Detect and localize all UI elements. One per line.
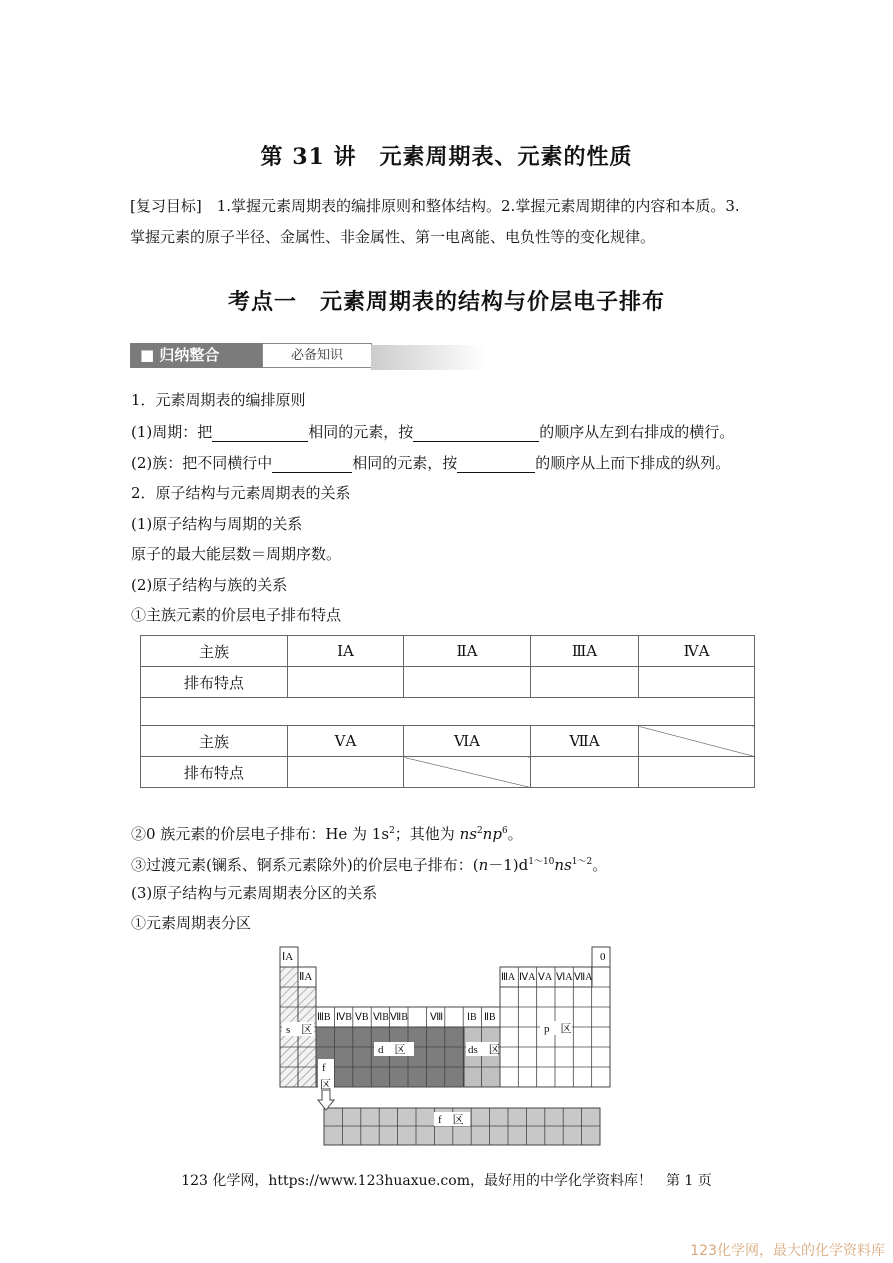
pt-p-4: ⅦA [574,972,593,983]
pt-f-top: f [322,1062,326,1074]
pt-s-label: s 区 [286,1024,313,1036]
transition-note: ③过渡元素(镧系、锕系元素除外)的价层电子排布：$(n-1)d^{1\sim 10}ns^{1\sim 2}$。 [131,856,608,874]
answer-cell [639,757,755,788]
page-title: 第 31 讲 元素周期表、元素的性质 [260,144,633,170]
pt-f-row-label: f 区 [438,1114,464,1126]
pt-p-2: ⅤA [538,972,553,983]
pt-p-0: ⅢA [501,972,516,983]
s3-heading: (3)原子结构与元素周期表分区的关系 [131,884,378,902]
banner-left: ■ 归纳整合 [130,343,262,368]
pt-mid-5: Ⅷ [430,1012,444,1023]
trans-a: ③过渡元素(镧系、锕系元素除外)的价层电子排布：( [131,856,479,874]
trans-sup2: 1～2 [571,857,593,867]
blank-3 [272,456,352,473]
blank-4 [457,456,535,473]
s1-heading: 1．元素周期表的编排原则 [131,391,306,409]
pt-p-3: ⅥA [556,972,573,983]
pt-mid-1: ⅣB [336,1012,352,1023]
pt-p-1: ⅣA [519,972,536,983]
group-cell: ⅣA [639,636,755,667]
watermark: 123化学网，最大的化学资料库 [690,1243,885,1259]
banner-right: 必备知识 [262,343,372,368]
answer-cell [288,757,404,788]
periodic-table-diagram [270,940,620,1150]
group-b: 相同的元素，按 [352,454,458,472]
answer-cell [288,667,404,698]
pt-d-label: d 区 [378,1044,406,1056]
pt-ds-label: ds 区 [468,1044,500,1056]
answer-cell [639,667,755,698]
banner-fade [371,345,485,370]
pt-mid-4: ⅦB [390,1012,408,1023]
blank-1 [212,425,308,442]
spacer-row [141,698,755,726]
page-footer: 123 化学网，https://www.123huaxue.com，最好用的中学化学资料库！ 第 1 页 [181,1173,712,1189]
group-cell: ⅦA [531,726,639,757]
row-feat: 排布特点 [141,667,288,698]
diagonal-cell [404,757,531,788]
group-cell: ⅢA [531,636,639,667]
pt-iia: ⅡA [299,971,313,983]
answer-cell [404,667,531,698]
review-goals-line2: 掌握元素的原子半径、金属性、非金属性、第一电离能、电负性等的变化规律。 [130,228,656,246]
period-c: 的顺序从左到右排成的横行。 [539,423,735,441]
s2-sub1: (1)原子结构与周期的关系 [131,515,303,533]
row-head: 主族 [141,726,288,757]
row-feat: 排布特点 [141,757,288,788]
s2-heading: 2．原子结构与元素周期表的关系 [131,484,351,502]
section-banner [130,343,485,370]
zero-b: ；其他为 [394,825,460,843]
pt-mid-0: ⅢB [317,1012,331,1023]
pt-mid-6: ⅠB [467,1012,477,1023]
pt-zero: 0 [600,951,606,963]
group-cell: ⅥA [404,726,531,757]
period-line [131,422,734,442]
diagonal-cell [639,726,755,757]
zero-group-note: ②0 族元素的价层电子排布：He 为 $1s^2$；其他为 $ns^2np^6$。 [131,825,523,843]
zero-a: ②0 族元素的价层电子排布：He 为 1s [131,825,390,843]
valence-table [140,635,755,788]
pt-mid-7: ⅡB [484,1012,496,1023]
group-line [131,453,730,473]
group-cell: ⅡA [404,636,531,667]
trans-end: 。 [592,856,608,874]
review-goals-line1: [复习目标] 1.掌握元素周期表的编排原则和整体结构。2.掌握元素周期律的内容和本质。3. [130,197,740,215]
s2-sub2: (2)原子结构与族的关系 [131,576,288,594]
period-a: (1)周期：把 [131,423,213,441]
period-b: 相同的元素，按 [308,423,414,441]
group-cell: ⅠA [288,636,404,667]
trans-b: －1)d [488,856,529,874]
pt-mid-2: ⅤB [355,1012,369,1023]
pt-p-label: p 区 [544,1023,572,1035]
blank-2 [413,425,539,442]
trans-sup1: 1～10 [528,857,555,867]
section-title: 考点一 元素周期表的结构与价层电子排布 [227,289,665,315]
group-c: 的顺序从上而下排成的纵列。 [535,454,731,472]
s2-sub1-text: 原子的最大能层数＝周期序数。 [131,545,342,563]
row-head: 主族 [141,636,288,667]
s2-sub2-item1: ①主族元素的价层电子排布特点 [131,606,342,624]
pt-ia: ⅠA [282,951,294,963]
group-a: (2)族：把不同横行中 [131,454,273,472]
answer-cell [531,757,639,788]
pt-f-bottom: 区 [320,1079,331,1091]
pt-mid-3: ⅥB [373,1012,389,1023]
s3-item1: ①元素周期表分区 [131,914,252,932]
group-cell: ⅤA [288,726,404,757]
answer-cell [531,667,639,698]
